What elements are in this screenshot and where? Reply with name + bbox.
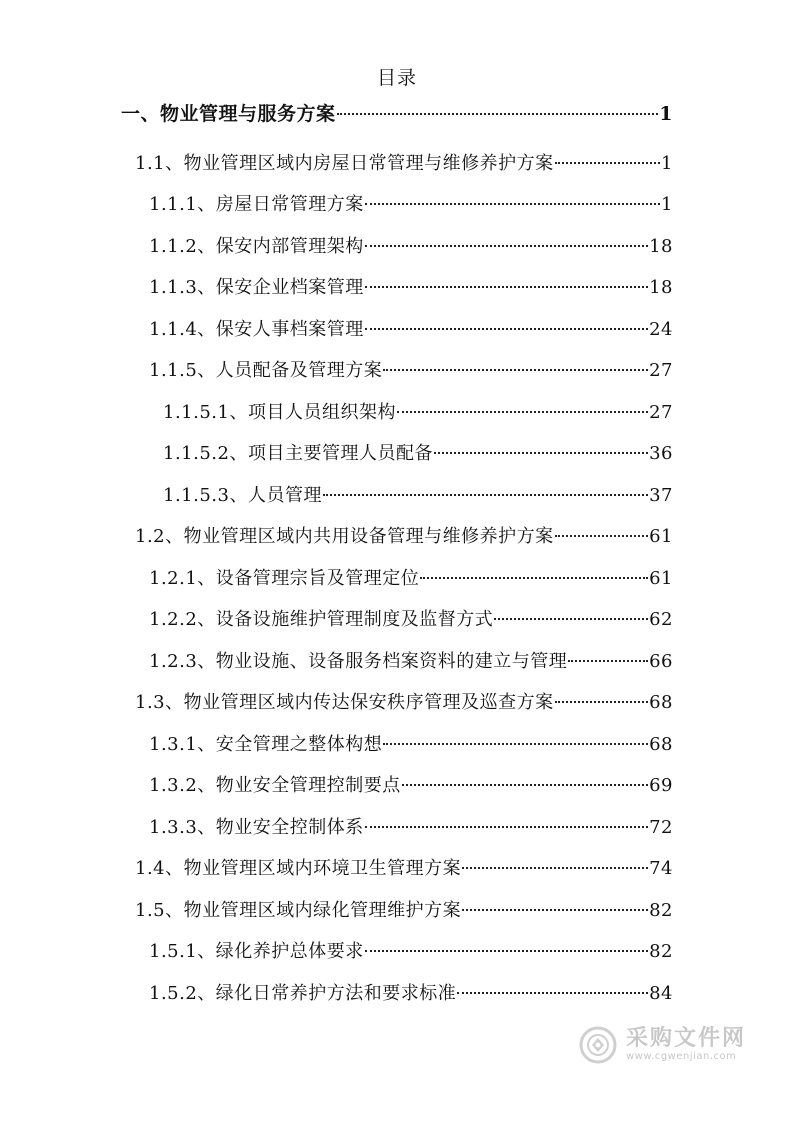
toc-entry[interactable]: [135, 899, 673, 923]
dot-leader: [568, 660, 648, 662]
watermark-name: 采购文件网: [625, 1026, 746, 1051]
toc-entry[interactable]: [149, 940, 673, 964]
watermark-url: www.cgwenjian.com: [625, 1051, 737, 1062]
toc-entry[interactable]: [149, 318, 673, 342]
dot-leader: [365, 203, 660, 205]
toc-entry-page-number: 72: [649, 817, 673, 838]
toc-entry[interactable]: [149, 567, 673, 591]
toc-entry-page-number: 66: [649, 651, 673, 672]
toc-entry[interactable]: [149, 650, 673, 674]
toc-entry-label: 1.1、物业管理区域内房屋日常管理与维修养护方案: [135, 153, 554, 174]
toc-entry-page-number: 61: [649, 568, 673, 589]
toc-entry[interactable]: [149, 235, 673, 259]
toc-entry-page-number: 82: [649, 941, 673, 962]
toc-entry[interactable]: [149, 193, 673, 217]
watermark: [578, 1025, 746, 1065]
toc-entry-label: 1.1.1、房屋日常管理方案: [149, 194, 364, 215]
toc-entry[interactable]: [135, 525, 673, 549]
toc-entry-label: 1.2.2、设备设施维护管理制度及监督方式: [149, 609, 494, 630]
toc-entry-label: 1.1.5.1、项目人员组织架构: [163, 402, 396, 423]
dot-leader: [337, 113, 659, 115]
dot-leader: [323, 494, 648, 496]
toc-entry[interactable]: [163, 401, 673, 425]
dot-leader: [555, 535, 648, 537]
toc-entry-label: 1.5、物业管理区域内绿化管理维护方案: [135, 900, 462, 921]
dot-leader: [420, 577, 648, 579]
dot-leader: [365, 328, 648, 330]
toc-entry-page-number: 1: [661, 153, 673, 174]
toc-entry-label: 1.1.4、保安人事档案管理: [149, 319, 364, 340]
toc-entry[interactable]: [149, 733, 673, 757]
toc-entry-label: 一、物业管理与服务方案: [121, 103, 336, 125]
dot-leader: [462, 909, 648, 911]
toc-entry[interactable]: [149, 276, 673, 300]
toc-entry-page-number: 82: [649, 900, 673, 921]
toc-entry[interactable]: [163, 442, 673, 466]
toc-entry-page-number: 27: [649, 402, 673, 423]
toc-entry[interactable]: [149, 359, 673, 383]
page-title: 目录: [376, 67, 417, 89]
toc-entry-page-number: 1: [659, 103, 673, 125]
toc-entry-label: 1.1.3、保安企业档案管理: [149, 277, 364, 298]
toc-entry-page-number: 84: [649, 983, 673, 1004]
dot-leader: [457, 992, 648, 994]
toc-entry-page-number: 74: [649, 858, 673, 879]
toc-entry-label: 1.1.5.2、项目主要管理人员配备: [163, 443, 433, 464]
dot-leader: [383, 369, 648, 371]
dot-leader: [397, 411, 648, 413]
toc-entry-page-number: 68: [649, 734, 673, 755]
toc-entry[interactable]: [149, 608, 673, 632]
toc-entry-label: 1.5.1、绿化养护总体要求: [149, 941, 364, 962]
toc-entry-page-number: 37: [649, 485, 673, 506]
toc-entry-page-number: 68: [649, 692, 673, 713]
toc-entry[interactable]: [135, 152, 673, 176]
dot-leader: [555, 162, 660, 164]
toc-entry-label: 1.5.2、绿化日常养护方法和要求标准: [149, 983, 457, 1004]
toc-entry-label: 1.2.1、设备管理宗旨及管理定位: [149, 568, 420, 589]
toc-entry-label: 1.1.5、人员配备及管理方案: [149, 360, 383, 381]
toc-entry-label: 1.4、物业管理区域内环境卫生管理方案: [135, 858, 462, 879]
dot-leader: [555, 701, 648, 703]
toc-entry-page-number: 18: [649, 277, 673, 298]
toc-entry-page-number: 61: [649, 526, 673, 547]
toc-entry-label: 1.2、物业管理区域内共用设备管理与维修养护方案: [135, 526, 554, 547]
toc-entry-label: 1.1.2、保安内部管理架构: [149, 236, 364, 257]
toc-entry[interactable]: [149, 816, 673, 840]
dot-leader: [462, 867, 648, 869]
toc-entry-label: 1.3、物业管理区域内传达保安秩序管理及巡查方案: [135, 692, 554, 713]
toc-entry-page-number: 69: [649, 775, 673, 796]
dot-leader: [365, 950, 648, 952]
toc-entry-label: 1.3.3、物业安全控制体系: [149, 817, 364, 838]
toc-entry-page-number: 36: [649, 443, 673, 464]
dot-leader: [365, 245, 648, 247]
toc-entry[interactable]: [149, 982, 673, 1006]
watermark-logo-icon: [578, 1025, 618, 1065]
toc-entry-label: 1.2.3、物业设施、设备服务档案资料的建立与管理: [149, 651, 568, 672]
toc-entry-page-number: 18: [649, 236, 673, 257]
dot-leader: [365, 826, 648, 828]
toc-entry-label: 1.1.5.3、人员管理: [163, 485, 322, 506]
toc-entry-page-number: 24: [649, 319, 673, 340]
dot-leader: [434, 452, 648, 454]
dot-leader: [402, 784, 648, 786]
toc-entry[interactable]: [149, 774, 673, 798]
dot-leader: [365, 286, 648, 288]
toc-entry-label: 1.3.1、安全管理之整体构想: [149, 734, 383, 755]
toc-entry-page-number: 27: [649, 360, 673, 381]
dot-leader: [494, 618, 648, 620]
toc-entry[interactable]: [121, 102, 673, 126]
toc-entry[interactable]: [135, 857, 673, 881]
toc-entry-label: 1.3.2、物业安全管理控制要点: [149, 775, 401, 796]
toc-entry-page-number: 62: [649, 609, 673, 630]
toc-entry-page-number: 1: [661, 194, 673, 215]
toc-entry[interactable]: [135, 691, 673, 715]
dot-leader: [383, 743, 648, 745]
toc-entry[interactable]: [163, 484, 673, 508]
